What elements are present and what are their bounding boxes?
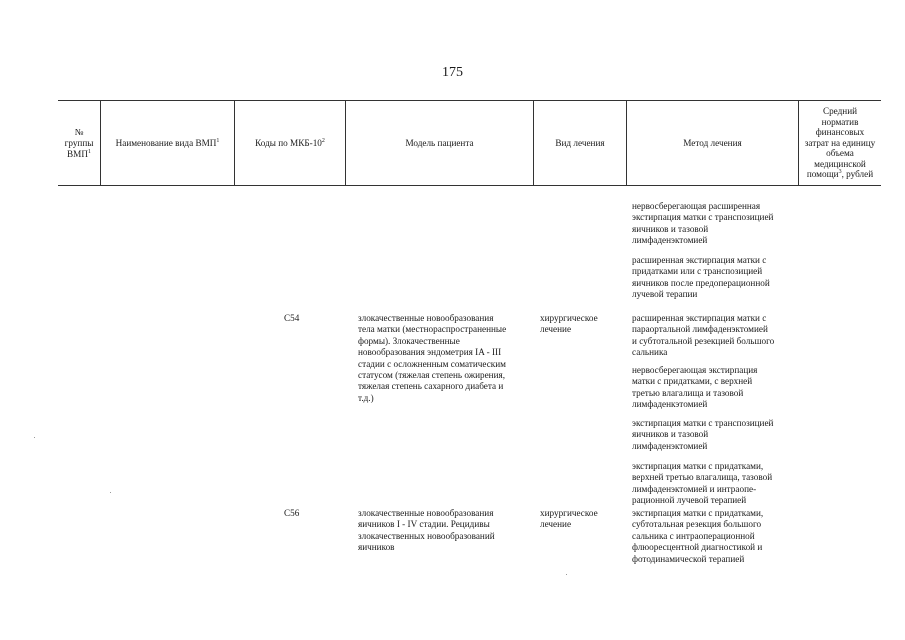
header-patient-model: Модель пациента (405, 137, 474, 148)
header-group-no: № группы ВМП$^1$ (64, 126, 94, 159)
page-number: 175 (442, 65, 463, 80)
scan-speck (566, 574, 567, 575)
header-average-cost: Средний норматив финансовых затрат на единицу объема медицинской помощи$^3$, рублей (804, 105, 876, 180)
scan-speck (34, 437, 35, 438)
header-icd-codes: Коды по МКБ-$10^2$ (255, 137, 325, 148)
header-vmp-name: Наименование вида ВМП$^1$ (115, 137, 220, 148)
icd-code: C56 (284, 508, 300, 518)
method-text: нервосберегающая экстирпация матки с придатками, с верхней третью влагалища и тазовой лимфаденкэтомией (632, 365, 758, 410)
method-text: расширенная экстирпация матки с параортальной лимфаденэктомией и субтотальной резекцией большого сальника (632, 313, 775, 358)
icd-code: C54 (284, 313, 300, 323)
header-treatment-type: Вид лечения (555, 137, 605, 148)
method-text: нервосберегающая расширенная экстирпация матки с транспозицией яичников и тазовой лимфаденэктомией (632, 201, 774, 246)
method-text: экстирпация матки с транспозицией яичников и тазовой лимфаденэктомией (632, 418, 774, 451)
header-bottom-border (58, 185, 881, 186)
treatment-type-text: хирургическое лечение (540, 313, 598, 335)
method-text: расширенная экстирпация матки с придатками или с транспозицией яичников после предоперационной лучевой терапии (632, 255, 770, 300)
patient-model-text: злокачественные новообразования тела матки (местнораспространенные формы). Злокачественные новообразования эндометрия IA - III стадии с осложненным соматическим статусом (тяжелая степень ожирения, тяжелая степень сахарного диабета и т.д.) (358, 313, 507, 403)
patient-model-text: злокачественные новообразования яичников I - IV стадии. Рецидивы злокачественных новообразований яичников (358, 508, 495, 553)
method-text: экстирпация матки с придатками, верхней третью влагалища, тазовой лимфаденэктомией и интраопе- рационной лучевой терапией (632, 461, 773, 506)
header-treatment-method: Метод лечения (683, 137, 742, 148)
treatment-type-text: хирургическое лечение (540, 508, 598, 530)
method-text: экстирпация матки с придатками, субтотальная резекция большого сальника с интраоперационной флюоресцентной диагностикой и фотодинамической терапией (632, 508, 764, 564)
scan-speck (110, 492, 111, 493)
